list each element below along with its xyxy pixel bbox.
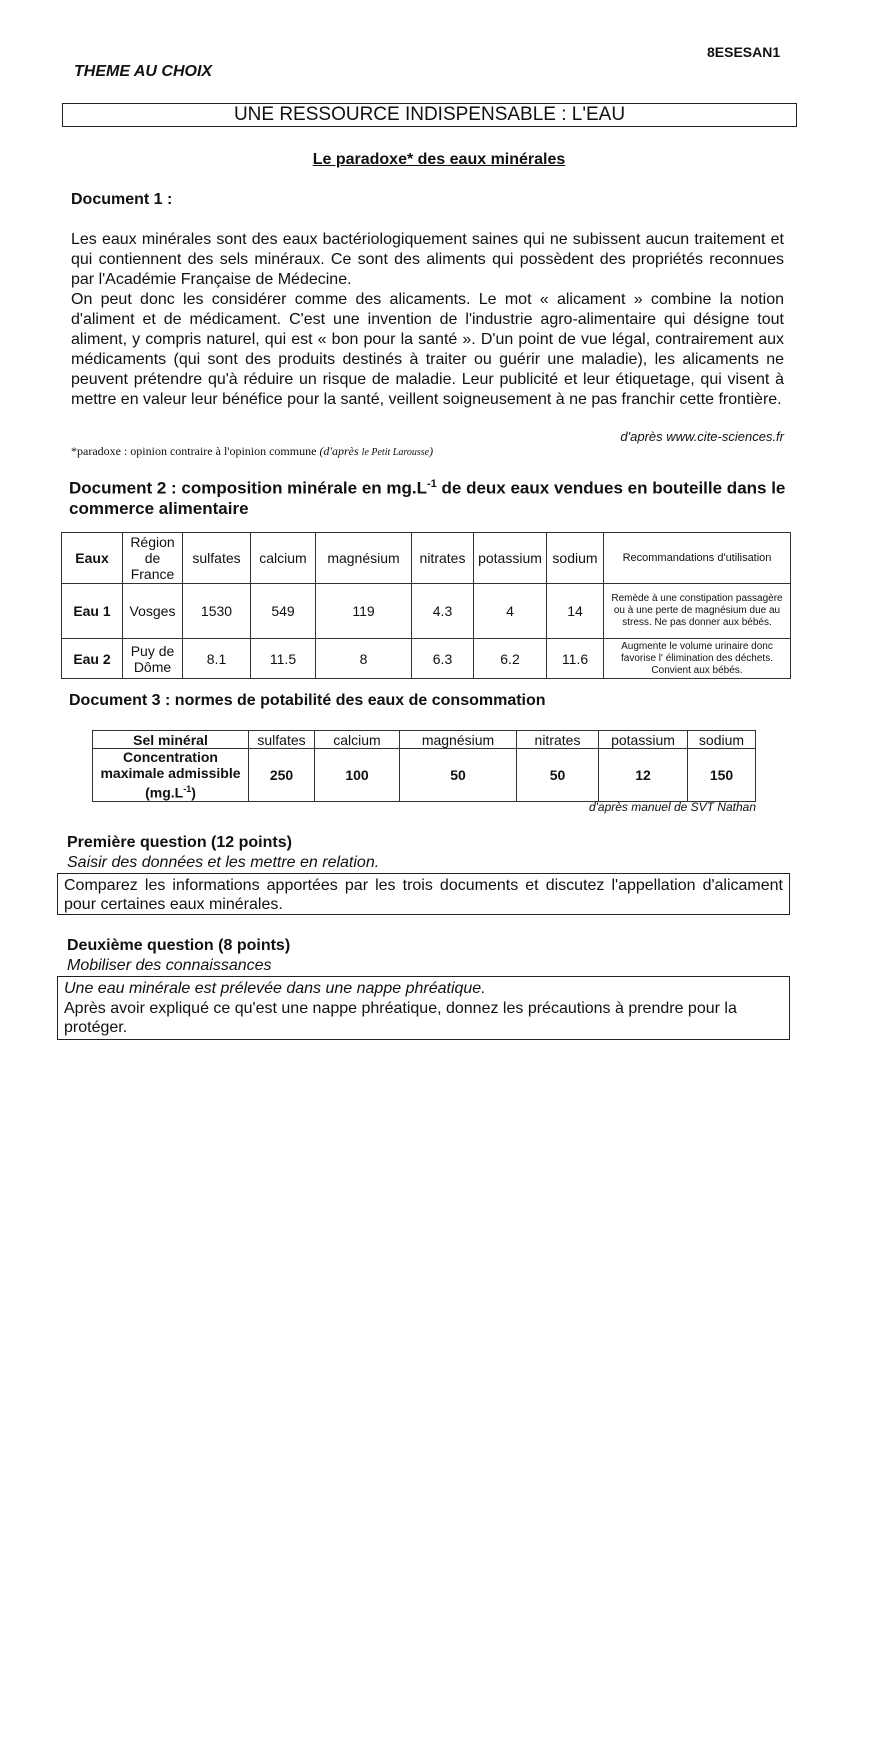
table-header: potassium (474, 533, 547, 584)
table-cell: Concentration maximale admissible $(mg.L^{-1})$ (93, 749, 249, 802)
footnote-source: (d'après le Petit Larousse) (319, 444, 434, 458)
table-row (62, 639, 791, 679)
table-cell: 11.5 (251, 639, 316, 679)
table-cell: Eau 1 (62, 584, 123, 639)
exam-code: 8ESESAN1 (707, 44, 781, 60)
table-cell: Vosges (123, 584, 183, 639)
table-cell: 6.2 (474, 639, 547, 679)
table-row (62, 584, 791, 639)
table-cell: 250 (249, 749, 315, 802)
table-cell: 4 (474, 584, 547, 639)
table-header: Région de France (123, 533, 183, 584)
doc1-text (71, 230, 784, 410)
theme-label: THEME AU CHOIX (74, 63, 213, 80)
composition-table (61, 532, 791, 679)
potability-table (92, 730, 756, 802)
table-header: magnésium (316, 533, 412, 584)
q1-subtitle: Saisir des données et les mettre en relation. (67, 854, 380, 871)
table-header: calcium (251, 533, 316, 584)
table-cell: 50 (400, 749, 517, 802)
doc3-source: d'après manuel de SVT Nathan (588, 800, 756, 814)
table-cell: 4.3 (412, 584, 474, 639)
table-cell: 8.1 (183, 639, 251, 679)
table-header: calcium (315, 731, 400, 749)
table-cell: 11.6 (547, 639, 604, 679)
table-header: Sel minéral (93, 731, 249, 749)
table-cell: 12 (599, 749, 688, 802)
table-header: sulfates (183, 533, 251, 584)
table-header-row (93, 731, 756, 749)
q2-subtitle: Mobiliser des connaissances (67, 957, 272, 974)
table-cell: Eau 2 (62, 639, 123, 679)
table-cell: 8 (316, 639, 412, 679)
page-title: UNE RESSOURCE INDISPENSABLE : L'EAU (62, 103, 797, 127)
table-cell: 119 (316, 584, 412, 639)
q2-box (57, 976, 790, 1040)
table-header: Recommandations d'utilisation (604, 533, 791, 584)
subtitle: Le paradoxe* des eaux minérales (312, 151, 566, 168)
doc2-heading: Document 2 : composition minérale en $mg.L^{-1}$ de deux eaux vendues en bouteille dans le commerce alimentaire (69, 478, 786, 518)
q1-title: Première question (12 points) (67, 834, 292, 851)
table-cell: 1530 (183, 584, 251, 639)
q2-line1: Une eau minérale est prélevée dans une nappe phréatique. (64, 980, 486, 997)
table-cell: 50 (517, 749, 599, 802)
doc1-paragraph: On peut donc les considérer comme des alicaments. Le mot « alicament » combine la notion d'aliment et de médicament. C'est une invention de l'industrie agro-alimentaire qui désigne tout aliment, y compris naturel, qui est « bon pour la santé ». D'un point de vue légal, contrairement aux médicaments (qui sont des produits destinés à traiter ou guérir une maladie), les alicaments ne peuvent prétendre qu'à réduire un risque de maladie. Leur publicité et leur étiquetage, qui visent à mettre en valeur leur bénéfice pour la santé, veillent soigneusement à ne pas franchir cette frontière. (71, 291, 784, 408)
table-header: nitrates (412, 533, 474, 584)
table-header: nitrates (517, 731, 599, 749)
table-header: sulfates (249, 731, 315, 749)
doc1-label: Document 1 : (71, 191, 173, 208)
doc1-source: d'après www.cite-sciences.fr (620, 429, 784, 444)
q1-box: Comparez les informations apportées par les trois documents et discutez l'appellation d'alicament pour certaines eaux minérales. (57, 873, 790, 915)
table-cell: Augmente le volume urinaire donc favorise l' élimination des déchets. Convient aux bébés. (604, 639, 791, 679)
doc3-heading: Document 3 : normes de potabilité des eaux de consommation (69, 692, 546, 709)
table-header: magnésium (400, 731, 517, 749)
table-header: Eaux (62, 533, 123, 584)
table-cell: 14 (547, 584, 604, 639)
table-header-row (62, 533, 791, 584)
table-header: sodium (547, 533, 604, 584)
table-header: sodium (688, 731, 756, 749)
table-header: potassium (599, 731, 688, 749)
table-cell: 6.3 (412, 639, 474, 679)
doc1-paragraph: Les eaux minérales sont des eaux bactériologiquement saines qui ne subissent aucun traitement et qui contiennent des sels minéraux. Ce sont des aliments qui possèdent des propriétés reconnues par l'Académie Française de Médecine. (71, 231, 784, 288)
footnote-text: *paradoxe : opinion contraire à l'opinion commune (71, 444, 317, 458)
table-cell: 150 (688, 749, 756, 802)
q2-title: Deuxième question (8 points) (67, 937, 291, 954)
footnote (71, 444, 433, 459)
table-cell: 549 (251, 584, 316, 639)
table-cell: 100 (315, 749, 400, 802)
table-row (93, 749, 756, 802)
table-cell: Remède à une constipation passagère ou à une perte de magnésium due au stress. Ne pas donner aux bébés. (604, 584, 791, 639)
q2-line2: Après avoir expliqué ce qu'est une nappe phréatique, donnez les précautions à prendre pour la protéger. (64, 999, 737, 1036)
table-cell: Puy de Dôme (123, 639, 183, 679)
